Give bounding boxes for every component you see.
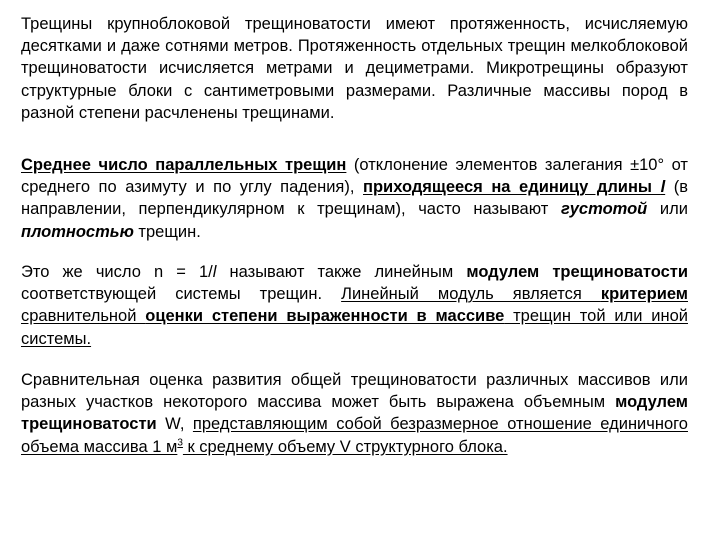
term-volumetric-modulus: модулем трещиноватости	[21, 393, 688, 434]
text-linear-modulus-is: Линейный модуль является	[341, 285, 601, 304]
text-deviation: (отклонение элементов залегания ±10° от среднего по азимуту и по углу падения),	[21, 156, 688, 197]
paragraph-volumetric-modulus	[21, 369, 688, 458]
text-fractures: трещин.	[133, 222, 201, 241]
text-called-also: называют также линейным	[216, 263, 467, 281]
term-criterion: критерием	[600, 285, 688, 304]
text-or: или	[647, 200, 688, 219]
term-plotnost: плотностью	[21, 222, 134, 241]
text-average-volume: к среднему объему V структурного блока.	[182, 437, 508, 456]
paragraph-linear-modulus	[21, 261, 688, 350]
superscript-3: 3	[177, 437, 183, 449]
text-direction: (в направлении, перпендикулярном к трещинам), часто называют	[21, 178, 688, 219]
text-same-number: Это же число n = 1/	[21, 263, 213, 281]
text-ratio: представляющим собой безразмерное отношение единичного объема массива 1 м	[21, 415, 688, 456]
paragraph-fracture-density	[21, 154, 688, 243]
text-system: соответствующей системы трещин.	[21, 285, 342, 304]
term-modulus: модулем трещиноватости	[466, 263, 689, 281]
text-of-system: трещин той или иной системы.	[21, 307, 688, 348]
term-gustota: густотой	[560, 200, 648, 219]
text-comparative-assessment: Сравнительная оценка развития общей трещиноватости различных массивов или разных участков некоторого массива может быть выражена объемным	[21, 371, 688, 412]
paragraph-text: Трещины крупноблоковой трещиноватости имеют протяженность, исчисляемую десятками и даже сотнями метров. Протяженность отдельных трещин мелкоблоковой трещиноватости исчисляется метрами и дециметрами. Микротрещины образуют структурные блоки с сантиметровыми размерами. Различные массивы пород в разной степени расчленены трещинами.	[21, 15, 688, 122]
paragraph-block-sizes	[21, 13, 688, 124]
term-assessment: оценки степени выраженности в массиве	[145, 307, 505, 326]
symbol-l-2: l	[212, 263, 217, 281]
term-per-unit-length: приходящееся на единицу длины	[363, 178, 661, 197]
text-w: W,	[156, 415, 193, 434]
term-average-number: Среднее число параллельных трещин	[21, 156, 347, 174]
symbol-l: l	[660, 178, 666, 197]
text-comparative: сравнительной	[21, 307, 146, 326]
